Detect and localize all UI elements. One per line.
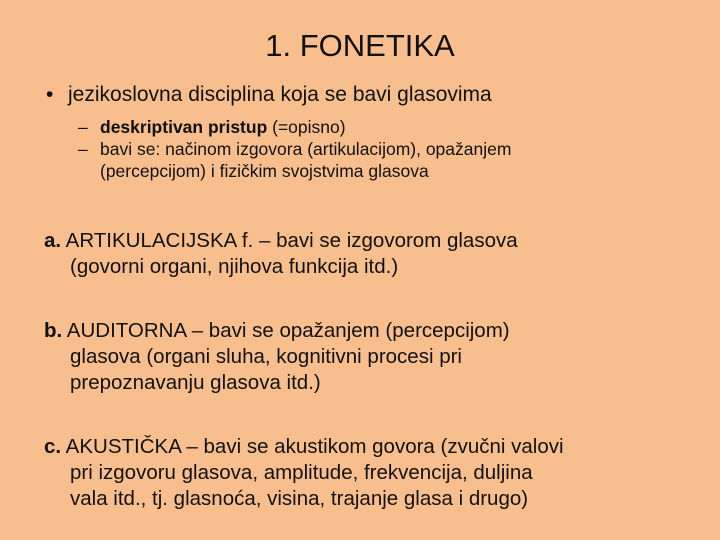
paragraph-line: (govorni organi, njihova funkcija itd.) xyxy=(70,255,399,278)
main-bullet-text: jezikoslovna disciplina koja se bavi glasovima xyxy=(68,83,492,106)
paragraph-line: AKUSTIČKA – bavi se akustikom govora (zvučni valovi xyxy=(61,435,564,458)
paragraph-line: pri izgovoru glasova, amplitude, frekvencija, duljina xyxy=(70,461,533,484)
paragraph-a xyxy=(44,228,684,280)
paragraph-line: glasova (organi sluha, kognitivni procesi pri xyxy=(70,345,462,368)
sub-bullet-text: (=opisno) xyxy=(267,117,346,137)
sub-bullet-line: (percepcijom) i fizičkim svojstvima glasova xyxy=(100,161,429,181)
paragraph-line: prepoznavanju glasova itd.) xyxy=(70,371,321,394)
slide-title: 1. FONETIKA xyxy=(265,28,455,63)
bullet-marker: • xyxy=(46,83,54,106)
paragraph-letter: a. xyxy=(44,229,62,252)
sub-bullet-item xyxy=(78,138,678,182)
sub-bullet-bold-text: deskriptivan pristup xyxy=(100,117,268,137)
main-bullet xyxy=(46,82,686,108)
dash-marker: – xyxy=(78,117,88,137)
paragraph-line: ARTIKULACIJSKA f. – bavi se izgovorom glasova xyxy=(61,229,518,252)
dash-marker: – xyxy=(78,139,88,159)
paragraph-c xyxy=(44,434,684,512)
paragraph-line: vala itd., tj. glasnoća, visina, trajanje glasa i drugo) xyxy=(70,487,529,510)
paragraph-line: AUDITORNA – bavi se opažanjem (percepcijom) xyxy=(62,319,510,342)
sub-bullet-item xyxy=(78,116,678,138)
paragraph-letter: b. xyxy=(44,319,63,342)
paragraph-letter: c. xyxy=(44,435,62,458)
sub-bullet-list xyxy=(78,116,678,182)
paragraph-b xyxy=(44,318,684,396)
sub-bullet-line: bavi se: načinom izgovora (artikulacijom), opažanjem xyxy=(100,139,512,159)
